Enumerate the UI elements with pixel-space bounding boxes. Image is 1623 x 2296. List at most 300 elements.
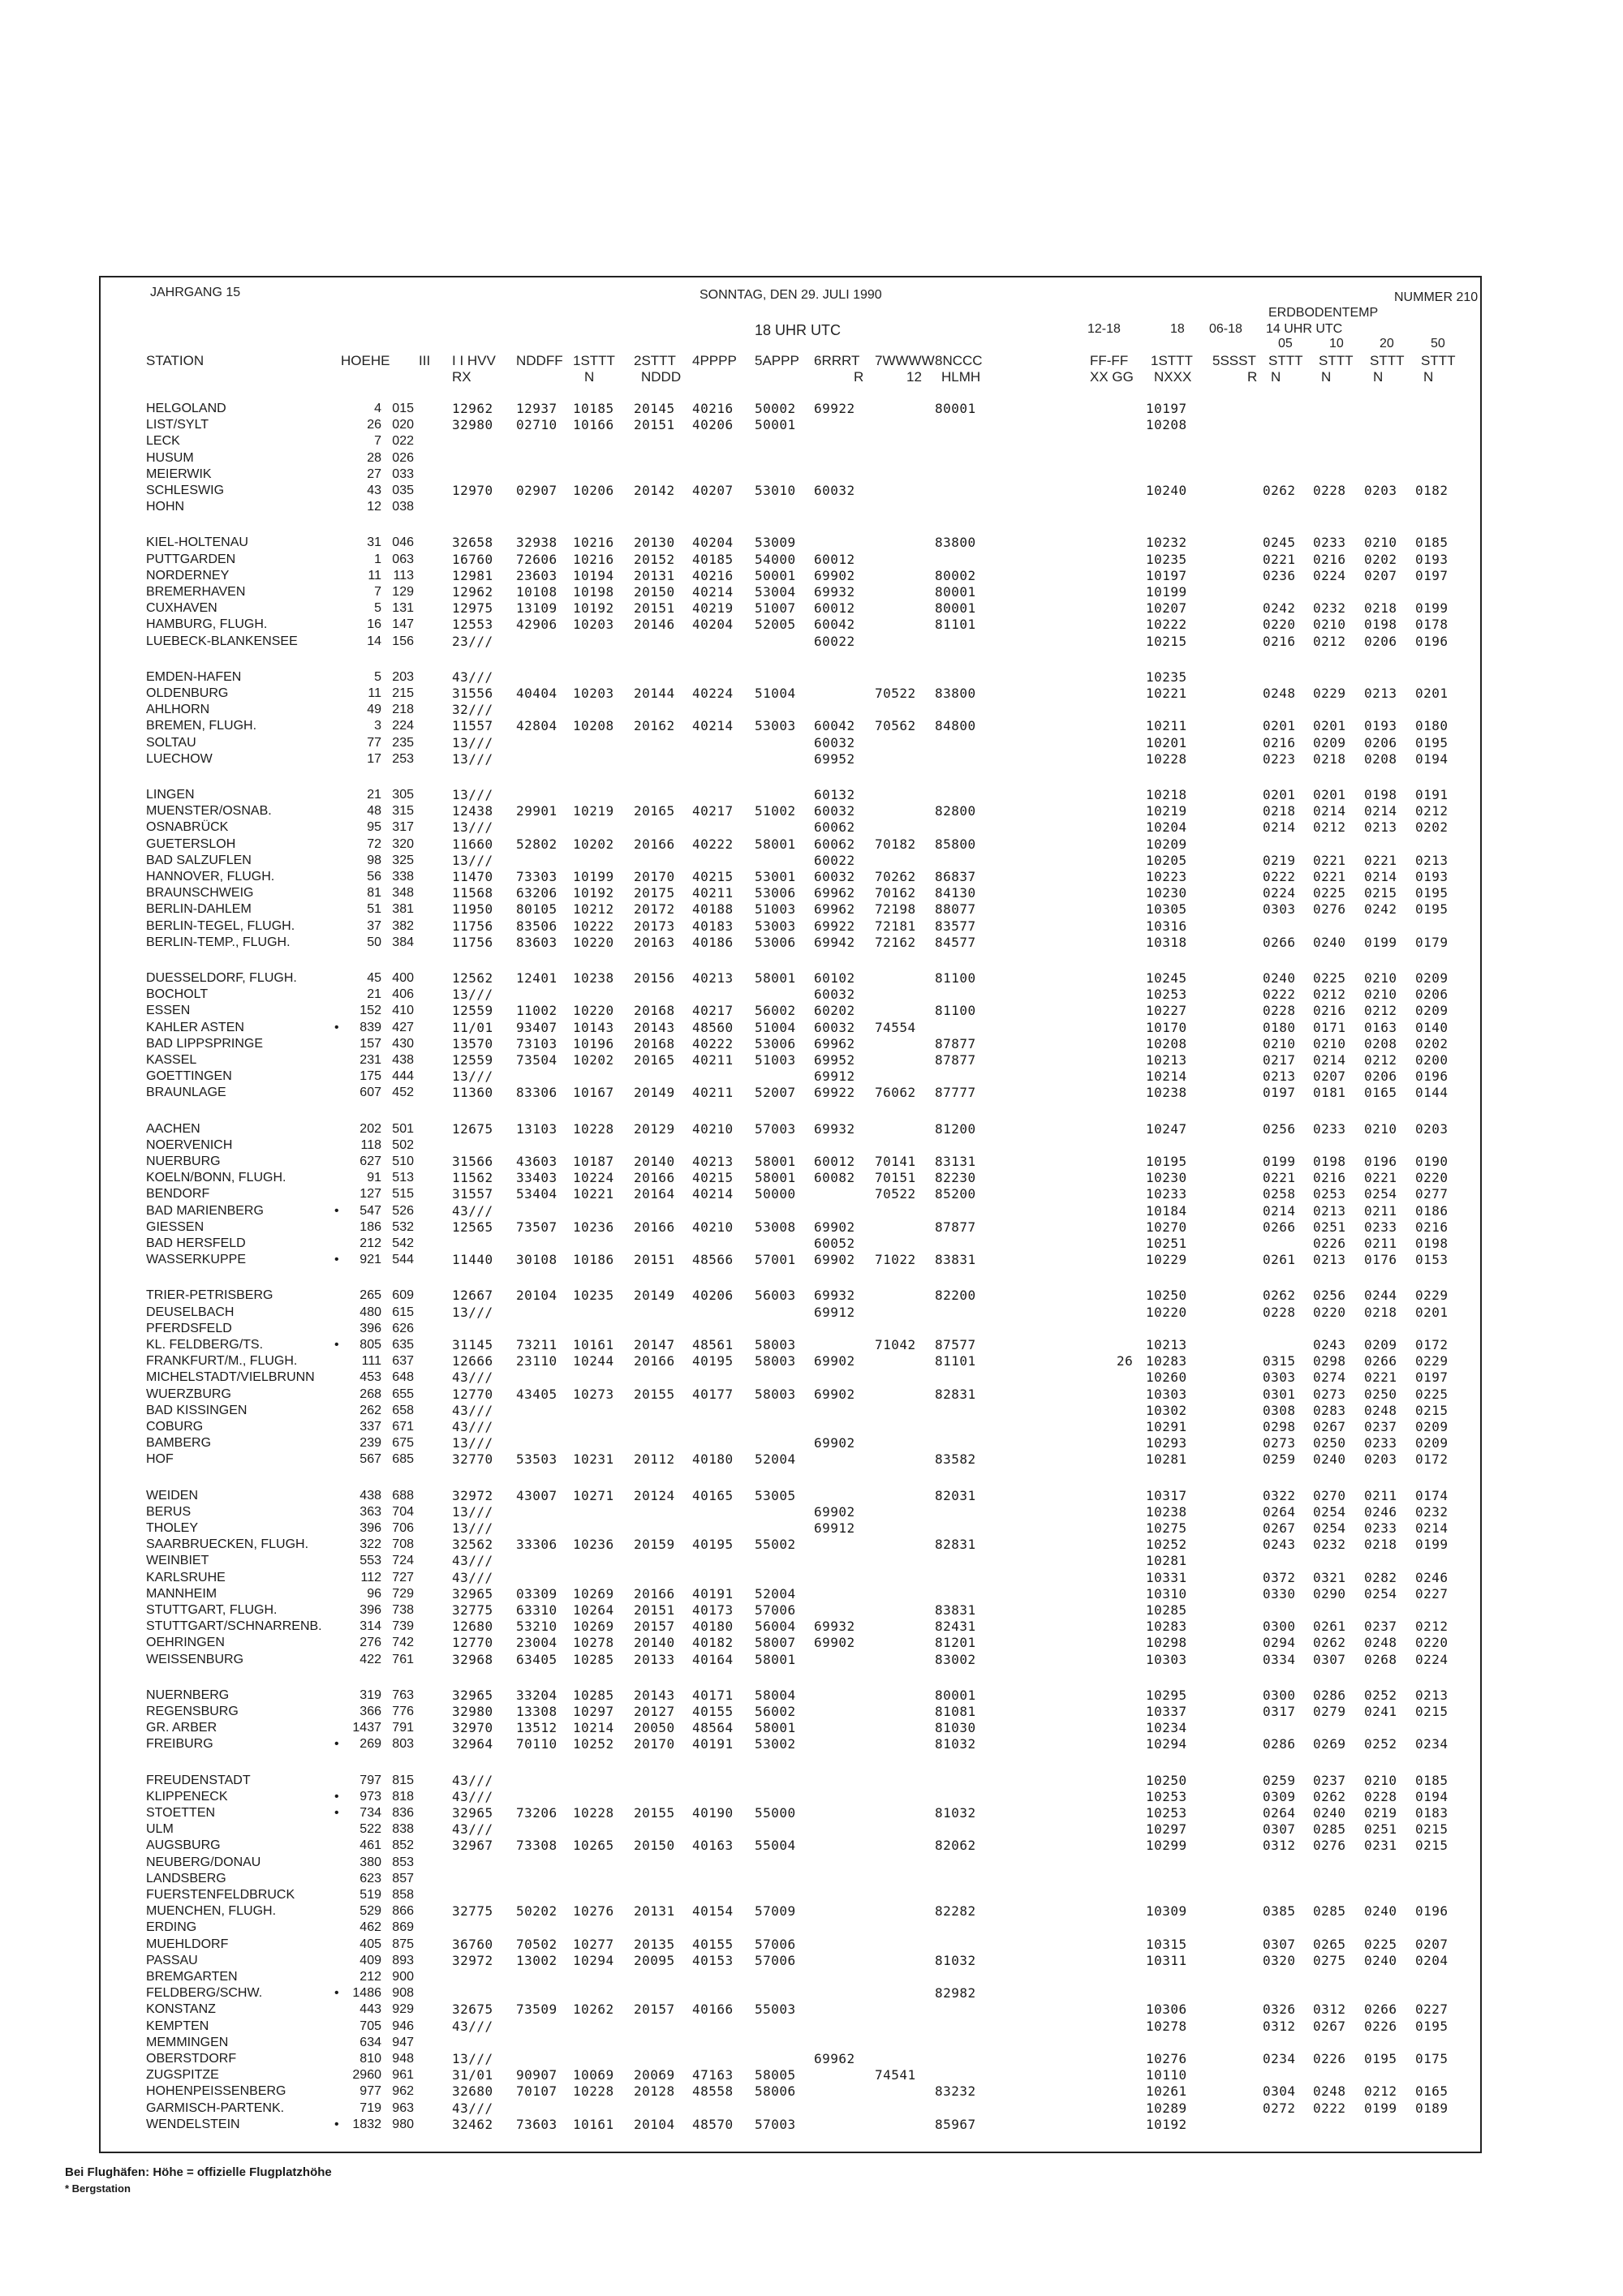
cell-ihvv: 43/// [452,1553,493,1569]
table-row [0,1553,1623,1569]
table-row [0,1252,1623,1268]
cell-station-name: BERLIN-DAHLEM [146,902,252,917]
table-row [0,467,1623,483]
cell-t50: 0232 [1415,1503,1449,1520]
col-2sttt: 2STTT [634,353,676,368]
cell-iii: 763 [392,1688,414,1702]
cell-ihvv: 12559 [452,1052,493,1068]
cell-t10: 0265 [1313,1936,1346,1952]
cell-iii: 648 [392,1370,414,1385]
cell-c8: 83002 [935,1651,976,1667]
table-row [0,600,1623,617]
utc18-label: 18 UHR UTC [755,322,842,338]
cell-s2: 20142 [634,483,675,498]
cell-s1: 10277 [573,1936,614,1952]
cell-r6: 69952 [814,750,855,767]
cell-t05: 0221 [1263,1170,1296,1186]
cell-r6: 60032 [814,803,855,819]
cell-station-name: WUERZBURG [146,1387,231,1401]
cell-c8: 80001 [935,1687,976,1703]
cell-c8: 82200 [935,1288,976,1304]
cell-p4: 40191 [692,1585,734,1602]
cell-iii: 038 [392,500,414,514]
cell-hoehe: 11 [368,686,381,700]
cell-nddff: 43405 [516,1386,558,1402]
table-row [0,1920,1623,1936]
cell-hoehe: 112 [360,1570,381,1584]
cell-t20: 0195 [1364,2051,1397,2066]
cell-st18: 10276 [1146,2051,1187,2066]
cell-nddff: 83306 [516,1085,558,1101]
cell-st18: 10250 [1146,1772,1187,1788]
cell-r6: 69952 [814,1052,855,1068]
cell-t05: 0259 [1263,1772,1296,1788]
cell-s2: 20150 [634,584,675,600]
cell-st18: 10278 [1146,2018,1187,2034]
cell-t05: 0228 [1263,1003,1296,1019]
cell-nddff: 23603 [516,567,558,583]
cell-st18: 10281 [1146,1451,1187,1468]
cell-station-name: BREMERHAVEN [146,585,246,599]
cell-st18: 10306 [1146,2001,1187,2018]
cell-s1: 10285 [573,1687,614,1703]
cell-iii: 815 [392,1773,414,1787]
cell-iii: 381 [392,902,414,917]
cell-hoehe: 118 [360,1137,381,1152]
cell-t05: 0262 [1263,483,1296,498]
cell-r6: 69932 [814,584,855,600]
cell-nddff: 13103 [516,1120,558,1137]
cell-c8: 81100 [935,970,976,986]
cell-st18: 10253 [1146,1805,1187,1821]
table-row [0,1305,1623,1321]
cell-station-name: BENDORF [146,1187,210,1202]
cell-t10: 0209 [1313,734,1346,750]
cell-hoehe: 49 [367,703,381,717]
table-row [0,987,1623,1003]
cell-p5: 51004 [755,1019,796,1035]
cell-t50: 0165 [1415,2083,1449,2100]
cell-station-name: LECK [146,434,180,449]
table-row [0,1236,1623,1252]
cell-c8: 80002 [935,567,976,583]
cell-t20: 0218 [1364,1537,1397,1553]
cell-t20: 0210 [1364,1772,1397,1788]
bulletin-date: SONNTAG, DEN 29. JULI 1990 [700,288,882,302]
cell-t10: 0276 [1313,1838,1346,1854]
cell-t50: 0172 [1415,1337,1449,1352]
cell-station-name: LINGEN [146,788,195,802]
cell-station-name: BERLIN-TEGEL, FLUGH. [146,918,295,933]
cell-s2: 20170 [634,869,675,884]
cell-ihvv: 12962 [452,401,493,416]
cell-p4: 40165 [692,1487,734,1503]
cell-iii: 724 [392,1554,414,1568]
cell-c8: 81032 [935,1736,976,1752]
cell-ihvv: 12562 [452,970,493,986]
cell-p4: 40154 [692,1903,734,1920]
cell-iii: 020 [392,418,414,432]
cell-ihvv: 12970 [452,483,493,498]
cell-t05: 0214 [1263,819,1296,836]
cell-ihvv: 43/// [452,1202,493,1219]
cell-nddff: 70502 [516,1936,558,1952]
cell-t05: 0304 [1263,2083,1296,2100]
cell-t05: 0307 [1263,1936,1296,1952]
cell-iii: 675 [392,1436,414,1451]
cell-st18: 10205 [1146,852,1187,868]
cell-t10: 0216 [1313,551,1346,567]
cell-iii: 033 [392,467,414,481]
cell-t20: 0221 [1364,1369,1397,1386]
cell-station-name: FRANKFURT/M., FLUGH. [146,1354,298,1369]
cell-hoehe: 319 [359,1688,381,1702]
cell-nddff: 30108 [516,1252,558,1268]
cell-station-name: NUERNBERG [146,1688,230,1702]
cell-s2: 20159 [634,1537,675,1553]
cell-s1: 10167 [573,1085,614,1101]
cell-s2: 20127 [634,1704,675,1719]
cell-s1: 10185 [573,401,614,416]
cell-r6: 69902 [814,1353,855,1369]
cell-t10: 0290 [1313,1585,1346,1602]
cell-st18: 10184 [1146,1202,1187,1219]
cell-p5: 54000 [755,551,796,567]
cell-c8: 81100 [935,1003,976,1019]
cell-p4: 40215 [692,869,734,884]
table-row [0,1855,1623,1871]
cell-r6: 60062 [814,836,855,852]
cell-hoehe: 202 [359,1121,381,1136]
cell-nddff: 12937 [516,401,558,416]
cell-st18: 10238 [1146,1503,1187,1520]
table-row [0,1887,1623,1903]
cell-p5: 58005 [755,2067,796,2083]
cell-iii: 203 [392,669,414,684]
cell-t10: 0220 [1313,1304,1346,1320]
cell-t05: 0216 [1263,633,1296,649]
cell-ihvv: 31/01 [452,2067,493,2083]
cell-station-name: STOETTEN [146,1806,216,1820]
cell-t10: 0221 [1313,869,1346,884]
cell-iii: 325 [392,853,414,867]
cell-p4: 40164 [692,1651,734,1667]
cell-p5: 56002 [755,1704,796,1719]
cell-hoehe: 16 [367,617,381,632]
cell-t10: 0274 [1313,1369,1346,1386]
cell-t05: 0248 [1263,686,1296,701]
cell-p5: 53003 [755,718,796,734]
cell-ihvv: 13570 [452,1035,493,1051]
col-ihvv: I I HVV [452,353,496,368]
cell-w7: 72181 [875,918,916,934]
cell-p4: 40185 [692,551,734,567]
cell-s2: 20149 [634,1288,675,1304]
cell-t50: 0209 [1415,1003,1449,1019]
cell-st18: 10245 [1146,970,1187,986]
cell-nddff: 53404 [516,1186,558,1202]
cell-iii: 315 [392,804,414,819]
cell-ihvv: 12553 [452,617,493,633]
cell-st18: 10253 [1146,1788,1187,1804]
cell-station-name: MUEHLDORF [146,1937,229,1951]
cell-ihvv: 12962 [452,584,493,600]
cell-t50: 0185 [1415,535,1449,551]
cell-st18: 10235 [1146,669,1187,685]
cell-ihvv: 12770 [452,1635,493,1651]
cell-p5: 51002 [755,803,796,819]
cell-ihvv: 43/// [452,1772,493,1788]
cell-s2: 20130 [634,535,675,551]
cell-hoehe: 265 [359,1288,381,1303]
cell-ihvv: 12981 [452,567,493,583]
cell-t50: 0225 [1415,1386,1449,1402]
cell-st18: 10222 [1146,617,1187,633]
cell-t50: 0200 [1415,1052,1449,1068]
cell-hoehe: 1486 [352,1986,381,2001]
cell-c8: 82982 [935,1985,976,2001]
cell-p4: 40213 [692,970,734,986]
cell-st18: 10318 [1146,934,1187,950]
cell-s1: 10265 [573,1838,614,1854]
cell-t50: 0175 [1415,2051,1449,2066]
cell-t20: 0233 [1364,1435,1397,1451]
cell-iii: 502 [392,1137,414,1152]
cell-c8: 81101 [935,1353,976,1369]
cell-w7: 71042 [875,1337,916,1352]
cell-iii: 156 [392,634,414,648]
cell-s1: 10273 [573,1386,614,1402]
cell-p4: 40224 [692,686,734,701]
cell-s1: 10206 [573,483,614,498]
cell-p5: 51003 [755,901,796,918]
cell-nddff: 90907 [516,2067,558,2083]
cell-station-name: OLDENBURG [146,686,229,700]
cell-station-name: DEUSELBACH [146,1305,235,1319]
cell-st18: 10215 [1146,633,1187,649]
cell-t20: 0165 [1364,1085,1397,1101]
cell-station-name: BREMGARTEN [146,1970,238,1984]
cell-t20: 0211 [1364,1487,1397,1503]
cell-c8: 80001 [935,401,976,416]
col-1sttt-18: 1STTT [1151,353,1193,368]
cell-hoehe: 409 [359,1953,381,1967]
cell-t05: 0240 [1263,970,1296,986]
cell-t50: 0209 [1415,1419,1449,1434]
table-row [0,686,1623,702]
cell-r6: 69912 [814,1304,855,1320]
cell-ihvv: 43/// [452,1788,493,1804]
col-nddff: NDDFF [516,353,563,368]
cell-t05: 0303 [1263,901,1296,918]
cell-hoehe: 443 [359,2002,381,2017]
cell-p4: 40183 [692,918,734,934]
cell-s1: 10238 [573,970,614,986]
cell-t10: 0201 [1313,718,1346,734]
cell-t20: 0212 [1364,1003,1397,1019]
cell-st18: 10238 [1146,1085,1187,1101]
cell-hoehe: 366 [359,1705,381,1718]
table-row [0,568,1623,584]
cell-hoehe: 529 [359,1904,381,1919]
cell-st18: 10207 [1146,600,1187,617]
cell-s2: 20095 [634,1952,675,1968]
cell-r6: 60032 [814,869,855,884]
cell-st18: 10299 [1146,1838,1187,1854]
cell-t05: 0221 [1263,551,1296,567]
cell-p5: 58001 [755,1651,796,1667]
cell-ihvv: 32980 [452,417,493,433]
cell-p5: 53004 [755,584,796,600]
cell-t50: 0224 [1415,1651,1449,1667]
cell-ihvv: 43/// [452,1369,493,1386]
cell-t20: 0199 [1364,2100,1397,2116]
cell-r6: 69902 [814,1219,855,1235]
cell-r6: 69902 [814,1635,855,1651]
cell-t20: 0203 [1364,1451,1397,1468]
cell-st18: 10285 [1146,1602,1187,1618]
cell-st18: 10316 [1146,918,1187,934]
cell-iii: 235 [392,735,414,750]
cell-hoehe: 5 [374,601,381,616]
cell-s1: 10220 [573,1003,614,1019]
cell-s2: 20165 [634,803,675,819]
cell-iii: 129 [392,585,414,599]
col-ff-xxgg: XX GG [1090,369,1134,385]
table-row [0,669,1623,686]
cell-st18: 10234 [1146,1720,1187,1736]
cell-station-name: STUTTGART, FLUGH. [146,1603,278,1617]
cell-t10: 0312 [1313,2001,1346,2018]
cell-hoehe: 734 [359,1806,381,1820]
cell-p4: 40222 [692,1035,734,1051]
cell-iii: 929 [392,2002,414,2017]
cell-c8: 82062 [935,1838,976,1854]
cell-nddff: 33306 [516,1537,558,1553]
cell-r6: 60032 [814,734,855,750]
cell-c8: 84577 [935,934,976,950]
cell-t50: 0174 [1415,1487,1449,1503]
cell-c8: 88077 [935,901,976,918]
cell-st18: 10213 [1146,1052,1187,1068]
col-6rrrt: 6RRRT [814,353,860,368]
cell-t10: 0212 [1313,633,1346,649]
cell-station-name: BERUS [146,1504,192,1519]
cell-st18: 10218 [1146,787,1187,802]
cell-hoehe: 31 [367,535,381,550]
cell-t10: 0214 [1313,1052,1346,1068]
cell-r6: 60022 [814,852,855,868]
cell-s1: 10220 [573,934,614,950]
cell-t20: 0231 [1364,1838,1397,1854]
cell-station-name: HOHN [146,500,185,514]
cell-hoehe: 553 [359,1554,381,1568]
cell-iii: 348 [392,886,414,901]
cell-iii: 113 [393,568,414,583]
cell-st18: 10228 [1146,750,1187,767]
cell-p5: 58001 [755,970,796,986]
cell-nddff: 73206 [516,1805,558,1821]
cell-station-name: AHLHORN [146,703,210,717]
cell-t05: 0258 [1263,1186,1296,1202]
cell-s2: 20152 [634,551,675,567]
cell-nddff: 73509 [516,2001,558,2018]
cell-r6: 60012 [814,551,855,567]
table-row [0,2100,1623,2117]
cell-iii: 526 [392,1203,414,1218]
cell-t05: 0210 [1263,1035,1296,1051]
cell-r6: 69932 [814,1120,855,1137]
cell-st18: 10211 [1146,718,1187,734]
cell-station-name: COBURG [146,1420,204,1434]
cell-station-name: MUENCHEN, FLUGH. [146,1904,277,1919]
cell-iii: 637 [392,1354,414,1369]
cell-ihvv: 31556 [452,686,493,701]
cell-t05: 0286 [1263,1736,1296,1752]
cell-hoehe: 607 [359,1086,381,1100]
cell-station-name: DUESSELDORF, FLUGH. [146,971,297,985]
cell-t20: 0212 [1364,2083,1397,2100]
cell-t10: 0321 [1313,1569,1346,1585]
table-row [0,1688,1623,1704]
mountain-station-mark: • [334,1203,339,1218]
cell-t05: 0213 [1263,1068,1296,1085]
cell-p5: 53001 [755,869,796,884]
cell-ihvv: 11756 [452,918,493,934]
cell-r6: 69902 [814,1386,855,1402]
cell-iii: 542 [392,1236,414,1250]
cell-t05: 0243 [1263,1537,1296,1553]
cell-iii: 803 [392,1737,414,1752]
cell-iii: 452 [392,1086,414,1100]
cell-s2: 20173 [634,918,675,934]
cell-hoehe: 2960 [352,2068,381,2083]
cell-t10: 0198 [1313,1154,1346,1169]
cell-t50: 0213 [1415,852,1449,868]
cell-t10: 0254 [1313,1503,1346,1520]
cell-w7: 74541 [875,2067,916,2083]
cell-r6: 60202 [814,1003,855,1019]
cell-iii: 046 [392,535,414,550]
cell-t20: 0215 [1364,885,1397,901]
col-7wwww: 7WWWW [875,353,935,368]
cell-r6: 69932 [814,1288,855,1304]
cell-iii: 776 [392,1705,414,1718]
cell-nddff: 23004 [516,1635,558,1651]
cell-s1: 10222 [573,918,614,934]
cell-t10: 0240 [1313,934,1346,950]
cell-t20: 0240 [1364,1952,1397,1968]
table-row [0,718,1623,734]
cell-c8: 81032 [935,1805,976,1821]
cell-station-name: BAD LIPPSPRINGE [146,1036,264,1051]
cell-hoehe: 269 [359,1737,381,1752]
cell-t50: 0182 [1415,483,1449,498]
cell-t50: 0213 [1415,1687,1449,1703]
cell-iii: 948 [392,2052,414,2066]
cell-iii: 671 [392,1420,414,1434]
cell-ihvv: 13/// [452,734,493,750]
cell-p5: 57006 [755,1936,796,1952]
cell-hoehe: 11 [368,568,381,583]
cell-hoehe: 363 [359,1504,381,1519]
cell-p5: 58001 [755,1720,796,1736]
cell-t20: 0207 [1364,567,1397,583]
cell-t20: 0241 [1364,1704,1397,1719]
cell-hoehe: 276 [359,1636,381,1650]
cell-c8: 85200 [935,1186,976,1202]
cell-station-name: HANNOVER, FLUGH. [146,870,275,884]
